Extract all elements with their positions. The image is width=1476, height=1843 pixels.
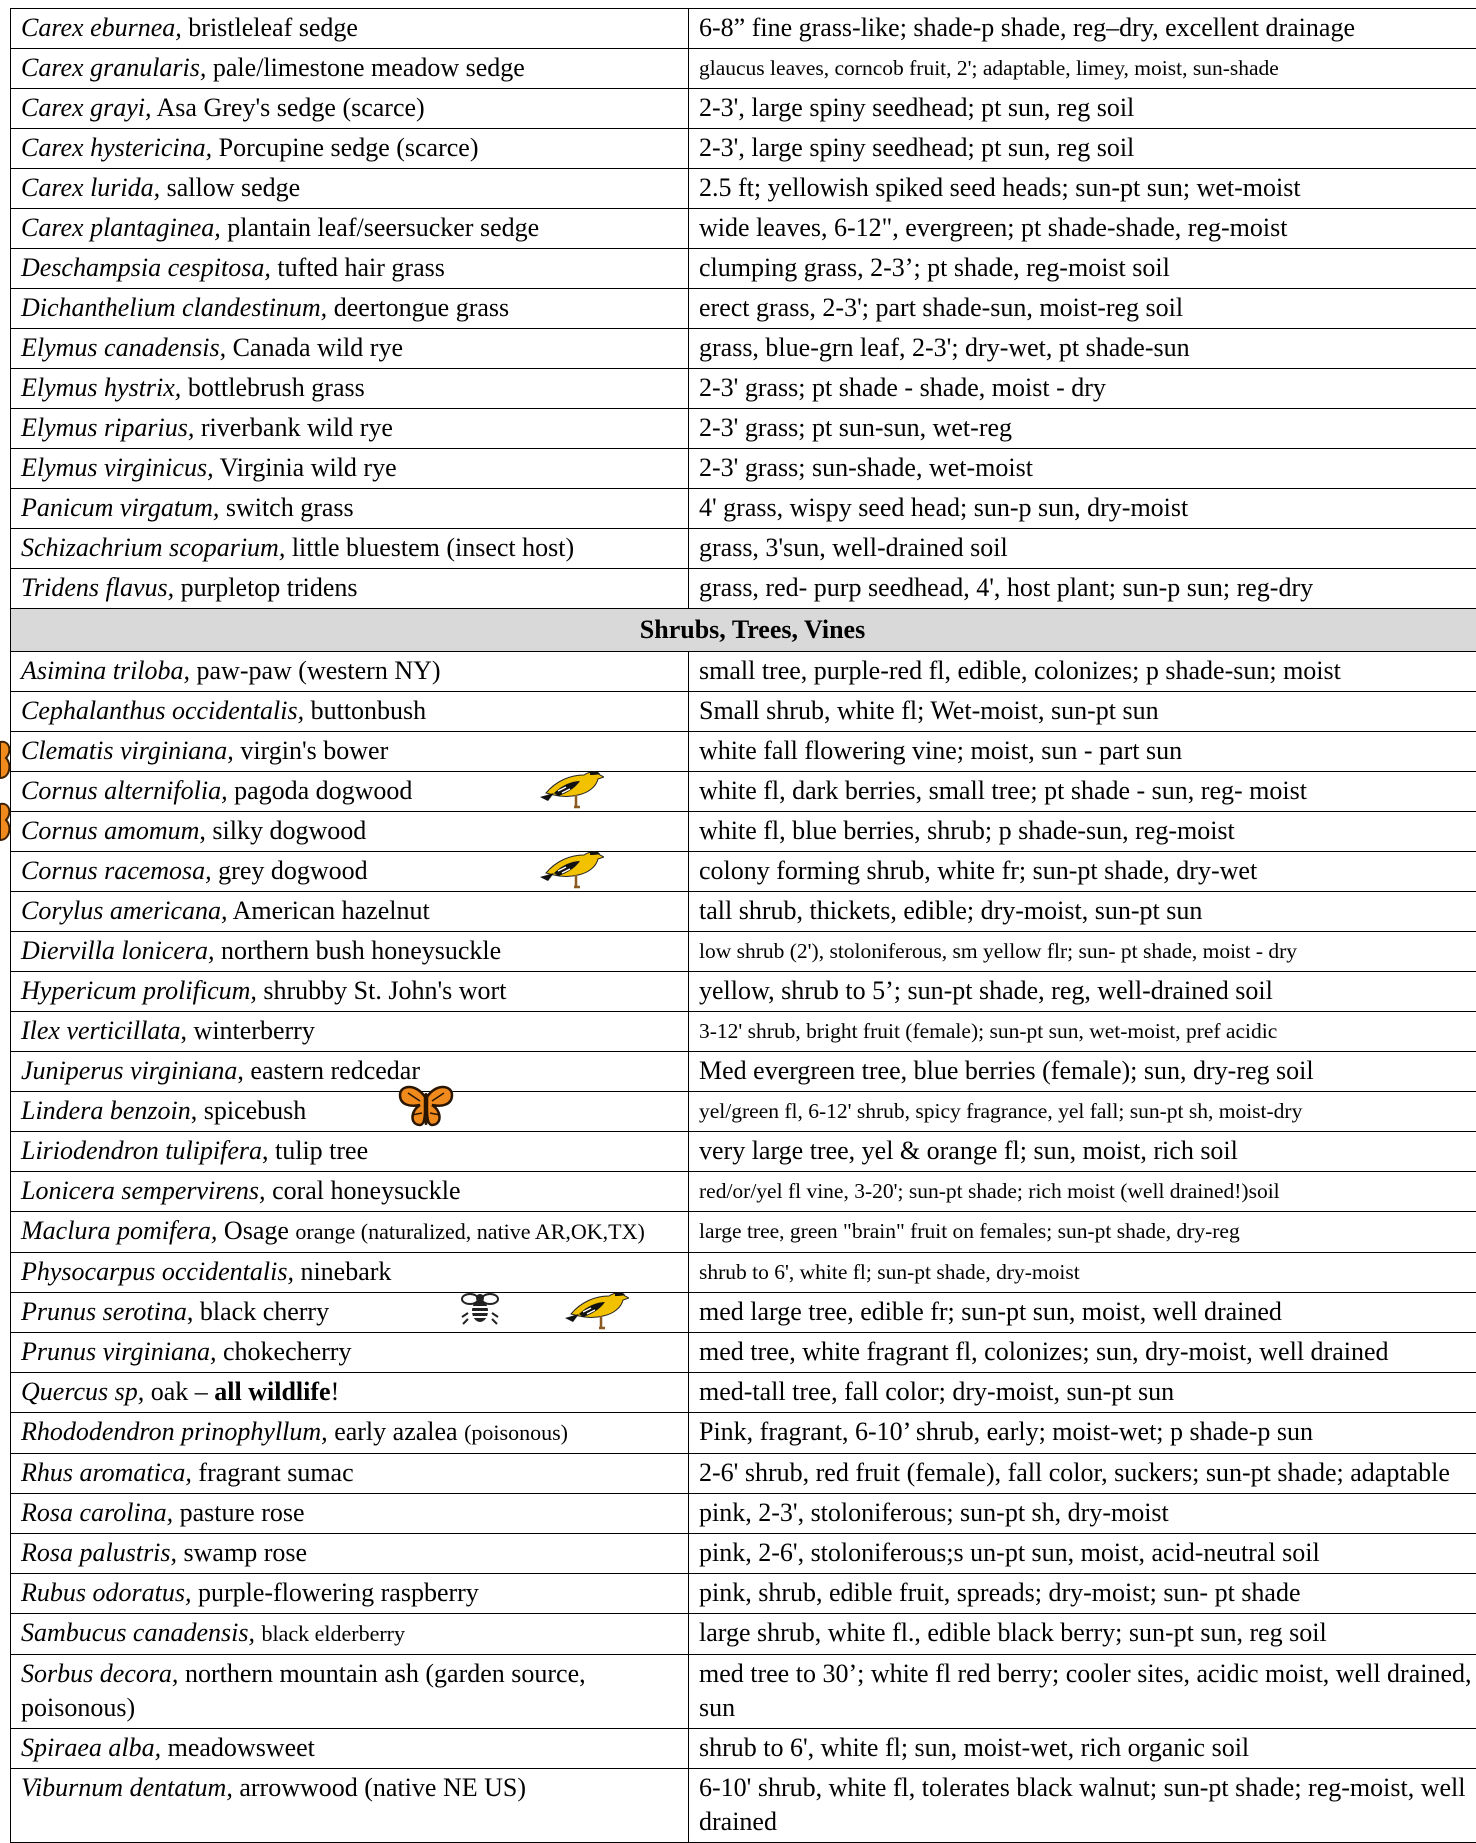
plant-row — [11, 1373, 1476, 1413]
plant-row — [11, 732, 1476, 772]
common-name: little bluestem (insect host) — [285, 533, 574, 562]
common-name: bristleleaf sedge — [182, 13, 358, 42]
common-name-note: black elderberry — [261, 1621, 405, 1646]
plant-description-cell: med tree, white fragrant fl, colonizes; sun, dry-moist, well drained — [689, 1333, 1476, 1373]
scientific-name: Cornus amomum — [21, 816, 199, 845]
plant-name-cell — [11, 489, 689, 529]
common-name: meadowsweet — [161, 1733, 315, 1762]
common-name: Porcupine sedge (scarce) — [212, 133, 478, 162]
plant-description-cell: med large tree, edible fr; sun-pt sun, moist, well drained — [689, 1293, 1476, 1333]
plant-description-cell: large shrub, white fl., edible black berry; sun-pt sun, reg soil — [689, 1614, 1476, 1655]
plant-description-cell: med-tall tree, fall color; dry-moist, sun-pt sun — [689, 1373, 1476, 1413]
plant-name-cell — [11, 1373, 689, 1413]
scientific-name: Carex lurida, — [21, 173, 160, 202]
plant-row — [11, 209, 1476, 249]
common-name: Osage — [217, 1216, 295, 1245]
common-name: paw-paw (western NY) — [190, 656, 441, 685]
common-name: pagoda dogwood — [228, 776, 413, 805]
common-name: deertongue grass — [327, 293, 509, 322]
plant-name-cell — [11, 449, 689, 489]
plant-description-cell: low shrub (2'), stoloniferous, sm yellow flr; sun- pt shade, moist - dry — [689, 932, 1476, 972]
plant-name-cell — [11, 329, 689, 369]
common-name: , eastern redcedar — [237, 1056, 420, 1085]
plant-description-cell: shrub to 6', white fl; sun, moist-wet, rich organic soil — [689, 1729, 1476, 1769]
plant-row — [11, 289, 1476, 329]
common-name: bottlebrush grass — [181, 373, 364, 402]
plant-description-cell: 2-3' grass; pt shade - shade, moist - dry — [689, 369, 1476, 409]
plant-description-cell: 4' grass, wispy seed head; sun-p sun, dry-moist — [689, 489, 1476, 529]
plant-row — [11, 1293, 1476, 1333]
common-name: grey dogwood — [212, 856, 368, 885]
plant-name-cell — [11, 692, 689, 732]
plant-row — [11, 489, 1476, 529]
plant-row — [11, 652, 1476, 692]
scientific-name: Lindera benzoin — [21, 1096, 191, 1125]
plant-row — [11, 772, 1476, 812]
plant-row — [11, 1494, 1476, 1534]
plant-description-cell: Pink, fragrant, 6-10’ shrub, early; moist-wet; p shade-p sun — [689, 1413, 1476, 1454]
plant-description-cell: clumping grass, 2-3’; pt shade, reg-moist soil — [689, 249, 1476, 289]
scientific-name: Corylus americana, — [21, 896, 228, 925]
common-name: arrowwood (native NE US) — [233, 1773, 526, 1802]
plant-row — [11, 1769, 1476, 1843]
plant-row — [11, 1012, 1476, 1052]
plant-name-cell — [11, 1172, 689, 1212]
scientific-name: Hypericum prolificum, — [21, 976, 257, 1005]
section-header-row — [11, 609, 1476, 652]
plant-table-page — [10, 8, 1463, 1843]
plant-description-cell: yellow, shrub to 5’; sun-pt shade, reg, well-drained soil — [689, 972, 1476, 1012]
scientific-name: Liriodendron tulipifera — [21, 1136, 262, 1165]
scientific-name: Panicum virgatum, — [21, 493, 219, 522]
plant-row — [11, 1212, 1476, 1253]
plant-name-cell — [11, 249, 689, 289]
scientific-name: Cornus racemosa, — [21, 856, 212, 885]
plant-description-cell: pink, shrub, edible fruit, spreads; dry-moist; sun- pt shade — [689, 1574, 1476, 1614]
common-name: chokecherry — [216, 1337, 351, 1366]
plant-name-cell — [11, 852, 689, 892]
plant-row — [11, 1655, 1476, 1729]
common-name: switch grass — [219, 493, 353, 522]
plant-description-cell: erect grass, 2-3'; part shade-sun, moist-reg soil — [689, 289, 1476, 329]
scientific-name: Sambucus canadensis, — [21, 1618, 255, 1647]
scientific-name: Juniperus virginiana — [21, 1056, 237, 1085]
plant-name-cell — [11, 1132, 689, 1172]
plant-row — [11, 49, 1476, 89]
plant-name-cell — [11, 1293, 689, 1333]
common-name: Asa Grey's sedge (scarce) — [151, 93, 424, 122]
plant-description-cell: grass, blue-grn leaf, 2-3'; dry-wet, pt shade-sun — [689, 329, 1476, 369]
plant-row — [11, 1052, 1476, 1092]
scientific-name: Sorbus decora, — [21, 1659, 178, 1688]
common-name: swamp rose — [177, 1538, 307, 1567]
plant-name-cell — [11, 1012, 689, 1052]
plant-description-cell: 2-3', large spiny seedhead; pt sun, reg soil — [689, 89, 1476, 129]
plant-name-cell — [11, 9, 689, 49]
plant-name-cell — [11, 1413, 689, 1454]
common-name: riverbank wild rye — [194, 413, 393, 442]
scientific-name: Elymus hystrix, — [21, 373, 181, 402]
plant-name-cell — [11, 49, 689, 89]
plant-description-cell: 2-3', large spiny seedhead; pt sun, reg soil — [689, 129, 1476, 169]
common-name-note: orange (naturalized, native AR,OK,TX) — [295, 1219, 644, 1244]
scientific-name: Rosa carolina, — [21, 1498, 173, 1527]
common-name: sallow sedge — [160, 173, 300, 202]
plant-row — [11, 932, 1476, 972]
plant-name-cell — [11, 289, 689, 329]
scientific-name: Cornus alternifolia, — [21, 776, 228, 805]
scientific-name: Physocarpus occidentalis, — [21, 1257, 294, 1286]
common-name: early azalea — [328, 1417, 464, 1446]
plant-name-cell — [11, 1574, 689, 1614]
plant-description-cell: wide leaves, 6-12", evergreen; pt shade-shade, reg-moist — [689, 209, 1476, 249]
scientific-name: Carex plantaginea, — [21, 213, 221, 242]
common-name: buttonbush — [304, 696, 426, 725]
plant-row — [11, 569, 1476, 609]
plant-description-cell: tall shrub, thickets, edible; dry-moist, sun-pt sun — [689, 892, 1476, 932]
plant-description-cell: grass, red- purp seedhead, 4', host plant; sun-p sun; reg-dry — [689, 569, 1476, 609]
plant-row — [11, 812, 1476, 852]
common-name: fragrant sumac — [192, 1458, 354, 1487]
scientific-name: Prunus virginiana, — [21, 1337, 216, 1366]
scientific-name: Viburnum dentatum, — [21, 1773, 233, 1802]
plant-row — [11, 249, 1476, 289]
plant-row — [11, 1413, 1476, 1454]
scientific-name: Asimina triloba, — [21, 656, 190, 685]
plant-row — [11, 1132, 1476, 1172]
plant-name-cell — [11, 1333, 689, 1373]
section-title: Shrubs, Trees, Vines — [11, 609, 1476, 652]
plant-row — [11, 409, 1476, 449]
plant-description-cell: yel/green fl, 6-12' shrub, spicy fragrance, yel fall; sun-pt sh, moist-dry — [689, 1092, 1476, 1132]
plant-description-cell: 2-3' grass; sun-shade, wet-moist — [689, 449, 1476, 489]
scientific-name: Rubus odoratus, — [21, 1578, 191, 1607]
plant-description-cell: pink, 2-6', stoloniferous;s un-pt sun, moist, acid-neutral soil — [689, 1534, 1476, 1574]
plant-name-cell — [11, 569, 689, 609]
common-name: ninebark — [294, 1257, 391, 1286]
plant-row — [11, 1574, 1476, 1614]
plant-row — [11, 169, 1476, 209]
plant-description-cell: 3-12' shrub, bright fruit (female); sun-pt sun, wet-moist, pref acidic — [689, 1012, 1476, 1052]
plant-description-cell: 6-8” fine grass-like; shade-p shade, reg–dry, excellent drainage — [689, 9, 1476, 49]
common-name: northern bush honeysuckle — [215, 936, 502, 965]
plant-name-cell — [11, 209, 689, 249]
butterfly-icon — [0, 738, 12, 787]
plant-description-cell: white fl, blue berries, shrub; p shade-sun, reg-moist — [689, 812, 1476, 852]
scientific-name: Lonicera sempervirens, — [21, 1176, 266, 1205]
scientific-name: Maclura pomifera, — [21, 1216, 217, 1245]
plant-row — [11, 692, 1476, 732]
scientific-name: Clematis virginiana, — [21, 736, 234, 765]
plant-row — [11, 852, 1476, 892]
plant-row — [11, 89, 1476, 129]
plant-description-cell: very large tree, yel & orange fl; sun, moist, rich soil — [689, 1132, 1476, 1172]
plant-name-cell — [11, 812, 689, 852]
common-name: , spicebush — [191, 1096, 307, 1125]
common-name: Virginia wild rye — [214, 453, 397, 482]
emphasis-text: all wildlife — [214, 1377, 330, 1406]
scientific-name: Carex granularis, — [21, 53, 206, 82]
plant-row — [11, 1614, 1476, 1655]
plant-name-cell — [11, 1534, 689, 1574]
plant-row — [11, 369, 1476, 409]
plant-description-cell: 2-6' shrub, red fruit (female), fall color, suckers; sun-pt shade; adaptable — [689, 1454, 1476, 1494]
plant-description-cell: large tree, green "brain" fruit on females; sun-pt shade, dry-reg — [689, 1212, 1476, 1253]
scientific-name: Elymus canadensis, — [21, 333, 226, 362]
plant-name-cell — [11, 972, 689, 1012]
scientific-name: Schizachrium scoparium, — [21, 533, 285, 562]
plant-row — [11, 892, 1476, 932]
plant-description-cell: grass, 3'sun, well-drained soil — [689, 529, 1476, 569]
common-name: , tulip tree — [262, 1136, 368, 1165]
scientific-name: Quercus sp, — [21, 1377, 144, 1406]
plant-description-cell: med tree to 30’; white fl red berry; cooler sites, acidic moist, well drained, sun — [689, 1655, 1476, 1729]
butterfly-icon — [0, 800, 12, 849]
scientific-name: Rhus aromatica, — [21, 1458, 192, 1487]
plant-name-cell — [11, 1769, 689, 1843]
plant-row — [11, 529, 1476, 569]
plant-name-cell — [11, 732, 689, 772]
common-name: pasture rose — [173, 1498, 304, 1527]
plant-name-cell — [11, 652, 689, 692]
plant-name-cell — [11, 129, 689, 169]
common-name-note: (poisonous) — [464, 1420, 568, 1445]
scientific-name: Rosa palustris, — [21, 1538, 177, 1567]
scientific-name: Ilex verticillata — [21, 1016, 181, 1045]
plant-row — [11, 449, 1476, 489]
plant-name-cell — [11, 1454, 689, 1494]
trailing-text: ! — [331, 1377, 340, 1406]
common-name: , winterberry — [181, 1016, 315, 1045]
plant-description-cell: 2.5 ft; yellowish spiked seed heads; sun-pt sun; wet-moist — [689, 169, 1476, 209]
plant-description-cell: 2-3' grass; pt sun-sun, wet-reg — [689, 409, 1476, 449]
scientific-name: Deschampsia cespitosa, — [21, 253, 271, 282]
common-name: , black cherry — [187, 1297, 329, 1326]
common-name: virgin's bower — [234, 736, 388, 765]
scientific-name: Carex hystericina, — [21, 133, 212, 162]
plant-row — [11, 329, 1476, 369]
scientific-name: Prunus serotina — [21, 1297, 187, 1326]
common-name: northern mountain ash (garden source, poisonous) — [21, 1659, 586, 1722]
plant-row — [11, 1729, 1476, 1769]
plant-name-cell — [11, 1092, 689, 1132]
plant-row — [11, 1534, 1476, 1574]
plant-row — [11, 129, 1476, 169]
scientific-name: Diervilla lonicera, — [21, 936, 215, 965]
scientific-name: Dichanthelium clandestinum, — [21, 293, 327, 322]
plant-row — [11, 1333, 1476, 1373]
scientific-name: Tridens flavus, — [21, 573, 174, 602]
common-name: Canada wild rye — [226, 333, 403, 362]
scientific-name: Rhododendron prinophyllum, — [21, 1417, 328, 1446]
plant-name-cell — [11, 932, 689, 972]
plant-row — [11, 1253, 1476, 1293]
common-name: pale/limestone meadow sedge — [206, 53, 524, 82]
common-name: oak – — [144, 1377, 214, 1406]
plant-name-cell — [11, 892, 689, 932]
common-name: coral honeysuckle — [266, 1176, 461, 1205]
plant-description-cell: white fall flowering vine; moist, sun - part sun — [689, 732, 1476, 772]
scientific-name: Elymus riparius, — [21, 413, 194, 442]
plant-name-cell — [11, 1655, 689, 1729]
plant-name-cell — [11, 1729, 689, 1769]
plant-table — [10, 8, 1476, 1843]
plant-name-cell — [11, 409, 689, 449]
plant-table-body — [11, 9, 1476, 1843]
common-name: shrubby St. John's wort — [257, 976, 507, 1005]
plant-description-cell: Med evergreen tree, blue berries (female); sun, dry-reg soil — [689, 1052, 1476, 1092]
plant-row — [11, 1454, 1476, 1494]
common-name: American hazelnut — [228, 896, 430, 925]
plant-row — [11, 972, 1476, 1012]
plant-row — [11, 1172, 1476, 1212]
plant-row — [11, 1092, 1476, 1132]
plant-name-cell — [11, 1614, 689, 1655]
plant-description-cell: shrub to 6', white fl; sun-pt shade, dry-moist — [689, 1253, 1476, 1293]
common-name: purpletop tridens — [174, 573, 357, 602]
scientific-name: Carex grayi, — [21, 93, 151, 122]
plant-description-cell: pink, 2-3', stoloniferous; sun-pt sh, dry-moist — [689, 1494, 1476, 1534]
plant-name-cell — [11, 1052, 689, 1092]
plant-description-cell: 6-10' shrub, white fl, tolerates black walnut; sun-pt shade; reg-moist, well drained — [689, 1769, 1476, 1843]
scientific-name: Elymus virginicus, — [21, 453, 214, 482]
plant-row — [11, 9, 1476, 49]
plant-name-cell — [11, 529, 689, 569]
plant-name-cell — [11, 1253, 689, 1293]
plant-name-cell — [11, 772, 689, 812]
scientific-name: Carex eburnea, — [21, 13, 182, 42]
plant-name-cell — [11, 169, 689, 209]
plant-description-cell: Small shrub, white fl; Wet-moist, sun-pt sun — [689, 692, 1476, 732]
plant-description-cell: small tree, purple-red fl, edible, colonizes; p shade-sun; moist — [689, 652, 1476, 692]
plant-name-cell — [11, 369, 689, 409]
plant-description-cell: colony forming shrub, white fr; sun-pt shade, dry-wet — [689, 852, 1476, 892]
common-name: purple-flowering raspberry — [191, 1578, 478, 1607]
plant-name-cell — [11, 1212, 689, 1253]
plant-description-cell: red/or/yel fl vine, 3-20'; sun-pt shade; rich moist (well drained!)soil — [689, 1172, 1476, 1212]
scientific-name: Spiraea alba, — [21, 1733, 161, 1762]
plant-name-cell — [11, 89, 689, 129]
common-name: tufted hair grass — [271, 253, 445, 282]
plant-description-cell: white fl, dark berries, small tree; pt shade - sun, reg- moist — [689, 772, 1476, 812]
plant-description-cell: glaucus leaves, corncob fruit, 2'; adaptable, limey, moist, sun-shade — [689, 49, 1476, 89]
scientific-name: Cephalanthus occidentalis, — [21, 696, 304, 725]
common-name: plantain leaf/seersucker sedge — [221, 213, 539, 242]
plant-name-cell — [11, 1494, 689, 1534]
common-name: , silky dogwood — [199, 816, 366, 845]
